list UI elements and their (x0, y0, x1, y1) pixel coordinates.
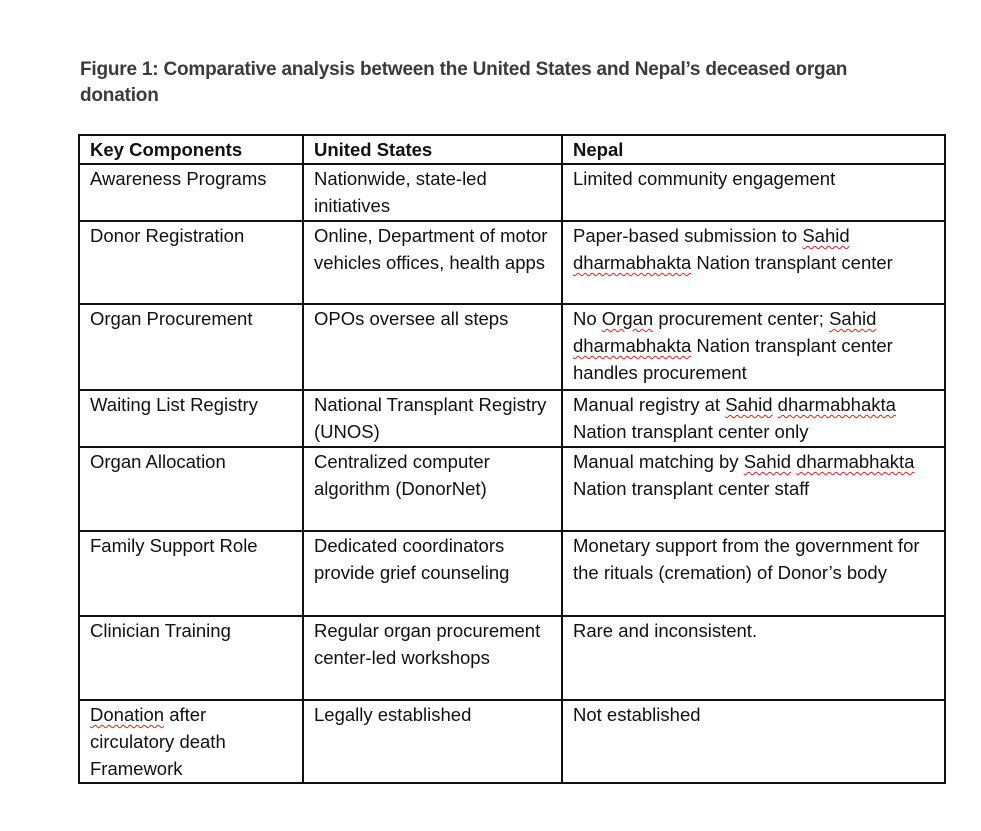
cell-nepal: Monetary support from the government for the rituals (cremation) of Donor’s body (562, 531, 945, 616)
misspelled-word[interactable]: dharmabhakta (573, 335, 692, 356)
misspelled-word[interactable]: dharmabhakta (777, 394, 896, 415)
misspelled-word[interactable]: Sahid (725, 394, 773, 415)
cell-nepal (562, 390, 945, 447)
table-row (79, 221, 945, 304)
table-row (79, 304, 945, 390)
comparison-table (78, 134, 946, 784)
misspelled-word[interactable]: Sahid (802, 225, 850, 246)
cell-us: Regular organ procurement center-led workshops (303, 616, 562, 700)
text: Nation transplant center (691, 252, 893, 273)
text: Manual registry at (573, 394, 726, 415)
text: No (573, 308, 602, 329)
cell-component: Awareness Programs (79, 164, 303, 221)
text: Nation transplant center handles procurement (573, 335, 893, 383)
table-row (79, 616, 945, 700)
table-header-row (79, 135, 945, 164)
header-key-components: Key Components (79, 135, 303, 164)
cell-us: Nationwide, state-led initiatives (303, 164, 562, 221)
cell-us: OPOs oversee all steps (303, 304, 562, 390)
misspelled-word[interactable]: Donation (90, 704, 165, 725)
header-nepal: Nepal (562, 135, 945, 164)
cell-nepal: Not established (562, 700, 945, 783)
misspelled-word[interactable]: Sahid (743, 451, 792, 472)
table-row (79, 390, 945, 447)
cell-us: Dedicated coordinators provide grief counseling (303, 531, 562, 616)
table-row (79, 700, 945, 783)
cell-nepal (562, 304, 945, 390)
text: Nation transplant center staff (573, 478, 810, 499)
cell-component: Donor Registration (79, 221, 303, 304)
cell-us: Centralized computer algorithm (DonorNet) (303, 447, 562, 531)
cell-component: Waiting List Registry (79, 390, 303, 447)
table-row (79, 447, 945, 531)
cell-nepal (562, 447, 945, 531)
table-row (79, 164, 945, 221)
text: Nation transplant center only (573, 421, 809, 442)
cell-component: Organ Allocation (79, 447, 303, 531)
text: Paper-based submission to (573, 225, 803, 246)
cell-us: Legally established (303, 700, 562, 783)
cell-nepal (562, 221, 945, 304)
figure-title: Figure 1: Comparative analysis between the United States and Nepal’s deceased organ donation (80, 59, 848, 106)
cell-nepal: Limited community engagement (562, 164, 945, 221)
cell-us: National Transplant Registry (UNOS) (303, 390, 562, 447)
table-row (79, 531, 945, 616)
cell-component: Family Support Role (79, 531, 303, 616)
misspelled-word[interactable]: dharmabhakta (573, 252, 692, 273)
misspelled-word[interactable]: Organ (601, 308, 654, 329)
cell-us: Online, Department of motor vehicles offices, health apps (303, 221, 562, 304)
text: after circulatory death Framework (90, 704, 226, 779)
text: procurement center; (653, 308, 830, 329)
cell-component: Organ Procurement (79, 304, 303, 390)
misspelled-word[interactable]: dharmabhakta (796, 451, 915, 472)
text: Manual matching by (573, 451, 744, 472)
cell-component (79, 700, 303, 783)
misspelled-word[interactable]: Sahid (829, 308, 877, 329)
cell-component: Clinician Training (79, 616, 303, 700)
header-united-states: United States (303, 135, 562, 164)
cell-nepal: Rare and inconsistent. (562, 616, 945, 700)
